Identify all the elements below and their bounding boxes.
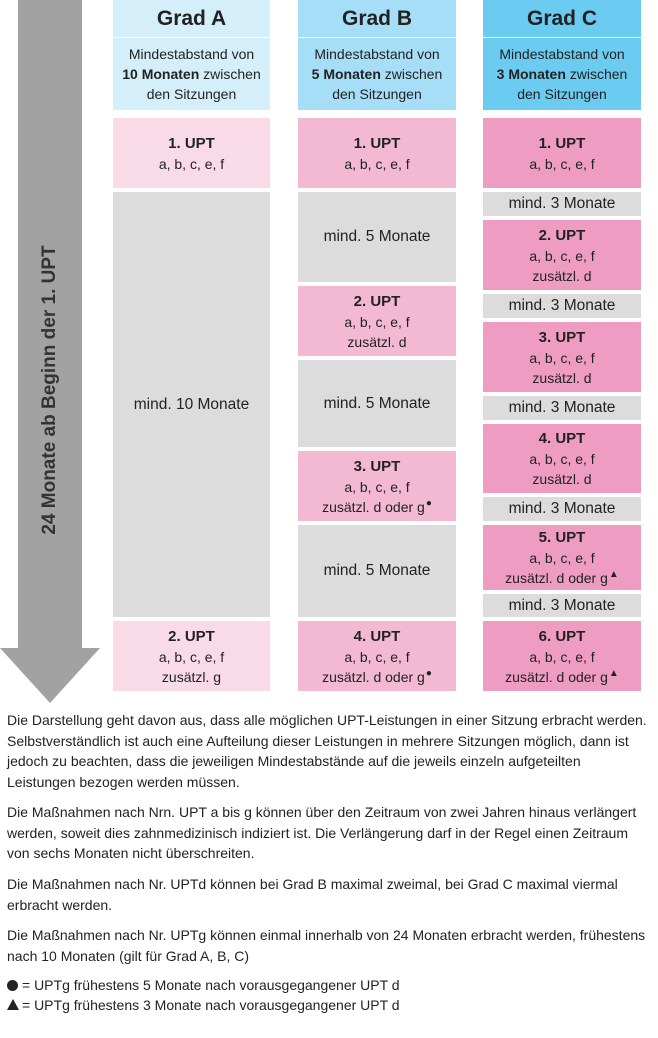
- upt-extra: zusätzl. g: [161, 668, 222, 685]
- grade-a-description: [113, 38, 270, 110]
- interval-label: mind. 5 Monate: [323, 394, 431, 412]
- upt-extra: zusätzl. d: [347, 333, 407, 350]
- interval-label: mind. 10 Monate: [133, 395, 250, 413]
- interval-label: mind. 3 Monate: [508, 195, 616, 212]
- triangle-marker-icon: ▲: [608, 569, 619, 581]
- filled-triangle-icon: [7, 999, 19, 1010]
- grade-b-desc-mid: zwischen: [384, 66, 443, 82]
- note-2: Die Maßnahmen nach Nrn. UPT a bis g können über den Zeitraum von zwei Jahren hinaus verlängert werden, soweit dies zahnmedizinisch indiziert ist. Die Verlängerung darf in der Regel einen Zeitraum von sechs Monaten nicht überschreiten.: [7, 804, 637, 861]
- interval-label: mind. 3 Monate: [508, 297, 616, 314]
- upt-items: a, b, c, e, f: [344, 313, 410, 330]
- upt-title: 1. UPT: [538, 134, 586, 152]
- grade-b-upt-2: [298, 286, 456, 356]
- dot-marker-icon: ●: [425, 667, 432, 679]
- grade-a-desc-post: den Sitzungen: [146, 86, 237, 102]
- grade-c-interval-2: [483, 294, 641, 318]
- upt-items: a, b, c, e, f: [344, 155, 410, 172]
- filled-circle-icon: [7, 980, 18, 991]
- upt-title: 2. UPT: [353, 292, 401, 310]
- grade-c-upt-3: [483, 322, 641, 392]
- grade-c-interval-3: [483, 396, 641, 420]
- upt-title: 4. UPT: [538, 430, 586, 447]
- upt-title: 4. UPT: [353, 627, 401, 645]
- grade-c-upt-1: [483, 118, 641, 188]
- upt-items: a, b, c, e, f: [344, 478, 410, 495]
- grade-b-upt-1: [298, 118, 456, 188]
- upt-items: a, b, c, e, f: [344, 648, 410, 665]
- upt-extra: zusätzl. d: [532, 369, 592, 386]
- grade-a-desc-mid: zwischen: [203, 66, 261, 82]
- upt-items: a, b, c, e, f: [529, 648, 595, 665]
- grade-a-upt-1: [113, 118, 270, 188]
- grade-a-interval: [113, 192, 270, 617]
- timeline-arrow-label: 24 Monate ab Beginn der 1. UPT: [39, 245, 60, 535]
- grade-b-desc-post: den Sitzungen: [332, 86, 422, 102]
- grade-c-interval-5: [483, 594, 641, 617]
- upt-items: a, b, c, e, f: [529, 451, 595, 467]
- upt-title: 6. UPT: [538, 627, 586, 645]
- grade-a-upt-2: [113, 621, 270, 691]
- grade-b-description: [298, 38, 456, 110]
- upt-title: 1. UPT: [353, 134, 401, 152]
- grade-c-description: [483, 38, 641, 110]
- upt-title: 1. UPT: [168, 134, 215, 152]
- grade-b-desc-pre: Mindestabstand von: [314, 46, 440, 62]
- grade-c-upt-6: [483, 621, 641, 691]
- upt-extra: zusätzl. d oder g: [322, 498, 425, 515]
- note-3: Die Maßnahmen nach Nr. UPTd können bei Grad B maximal zweimal, bei Grad C maximal viermal erbracht werden.: [7, 876, 618, 913]
- grade-b-desc-bold: 5 Monaten: [311, 66, 381, 82]
- grade-c-desc-post: den Sitzungen: [517, 86, 607, 102]
- grade-c-desc-mid: zwischen: [569, 66, 628, 82]
- note-1: Die Darstellung geht davon aus, dass alle möglichen UPT-Leistungen in einer Sitzung erbracht werden. Selbstverständlich ist auch eine Aufteilung dieser Leistungen in mehrere Sitzungen möglich, dann ist jedoch zu beachten, dass die jeweiligen Mindestabstände auf die jeweils einzeln aufgeteilten Leistungen bezogen werden müssen.: [7, 712, 647, 790]
- grade-c-upt-4: [483, 424, 641, 493]
- dot-marker-icon: ●: [425, 497, 432, 509]
- upt-extra: zusätzl. d oder g: [322, 668, 425, 685]
- grade-b-upt-3: [298, 451, 456, 521]
- upt-title: 2. UPT: [538, 226, 586, 244]
- triangle-marker-icon: ▲: [608, 667, 619, 679]
- grade-c-upt-5: [483, 525, 641, 590]
- upt-extra: zusätzl. d oder g: [505, 570, 608, 586]
- grade-a-desc-pre: Mindestabstand von: [128, 46, 255, 62]
- upt-extra: zusätzl. d: [532, 471, 592, 487]
- grade-a-header: [113, 0, 270, 37]
- upt-items: a, b, c, e, f: [529, 349, 595, 366]
- grade-c-upt-2: [483, 220, 641, 290]
- upt-title: 3. UPT: [353, 457, 401, 475]
- interval-label: mind. 3 Monate: [508, 399, 616, 416]
- timeline-arrow-head: [0, 648, 100, 703]
- upt-items: a, b, c, e, f: [529, 550, 595, 566]
- grade-c-desc-bold: 3 Monaten: [496, 66, 566, 82]
- legend-dot-row: [7, 975, 400, 995]
- interval-label: mind. 5 Monate: [323, 562, 431, 579]
- interval-label: mind. 5 Monate: [323, 228, 431, 245]
- grade-c-interval-4: [483, 497, 641, 521]
- upt-extra: zusätzl. d oder g: [505, 668, 608, 685]
- legend-dot-text: = UPTg frühestens 5 Monate nach vorausgegangener UPT d: [22, 977, 400, 993]
- interval-label: mind. 3 Monate: [508, 500, 616, 517]
- upt-extra: zusätzl. d: [532, 267, 592, 284]
- upt-items: a, b, c, e, f: [158, 648, 225, 665]
- grade-a-title: Grad A: [156, 6, 227, 30]
- upt-title: 2. UPT: [168, 627, 215, 645]
- grade-b-header: [298, 0, 456, 37]
- upt-title: 3. UPT: [538, 328, 586, 346]
- grade-b-title: Grad B: [341, 6, 412, 30]
- grade-c-desc-pre: Mindestabstand von: [499, 46, 625, 62]
- grade-c-title: Grad C: [526, 6, 597, 30]
- grade-c-interval-1: [483, 192, 641, 216]
- upt-title: 5. UPT: [538, 529, 586, 546]
- grade-b-interval-3: [298, 525, 456, 617]
- note-4: Die Maßnahmen nach Nr. UPTg können einmal innerhalb von 24 Monaten erbracht werden, frühestens nach 10 Monaten (gilt für Grad A, B, C): [7, 927, 646, 964]
- interval-label: mind. 3 Monate: [508, 596, 616, 614]
- grade-c-header: [483, 0, 641, 37]
- legend-triangle-row: [7, 995, 400, 1015]
- grade-a-desc-bold: 10 Monaten: [122, 66, 200, 82]
- grade-b-interval-1: [298, 192, 456, 282]
- upt-items: a, b, c, e, f: [529, 155, 595, 172]
- upt-items: a, b, c, e, f: [158, 155, 225, 172]
- grade-b-interval-2: [298, 360, 456, 447]
- legend-triangle-text: = UPTg frühestens 3 Monate nach vorausgegangener UPT d: [22, 997, 400, 1013]
- upt-items: a, b, c, e, f: [529, 247, 595, 264]
- grade-b-upt-4: [298, 621, 456, 691]
